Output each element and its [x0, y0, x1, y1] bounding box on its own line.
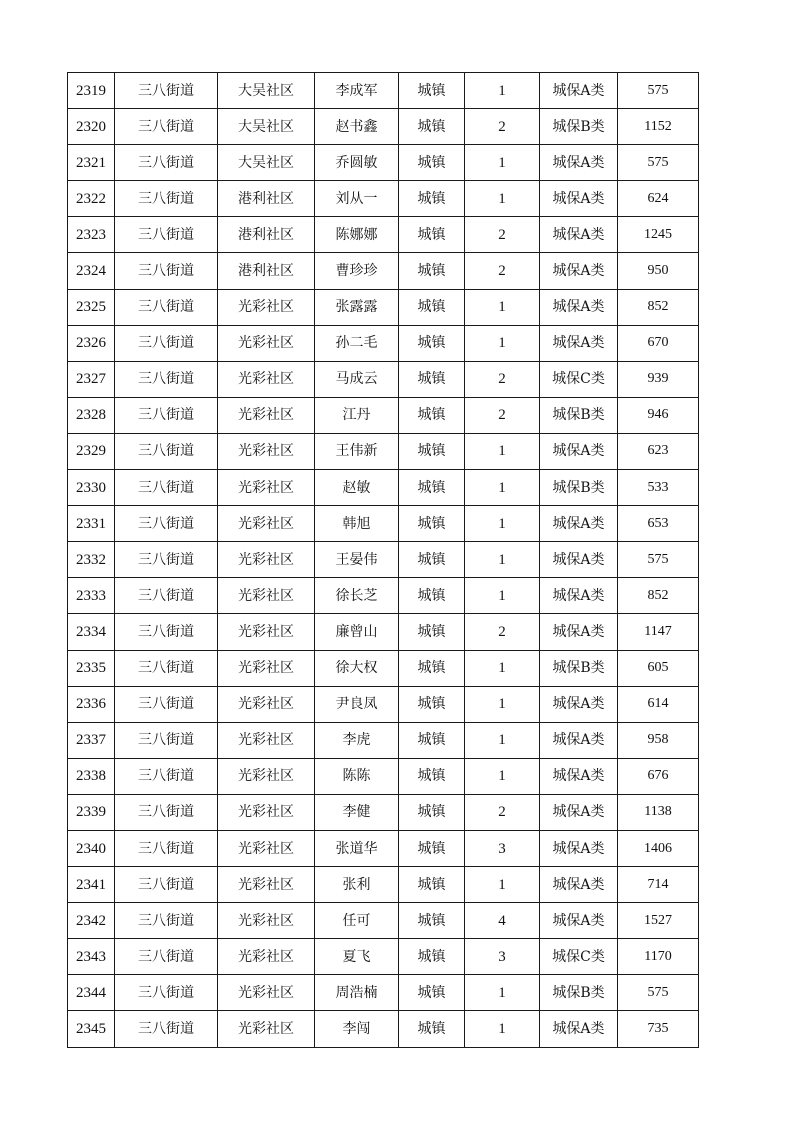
subdistrict-cell: 三八街道: [115, 433, 218, 469]
serial-number-cell: 2329: [68, 433, 115, 469]
household-type-cell: 城镇: [399, 867, 465, 903]
name-cell: 张露露: [315, 289, 399, 325]
table-row: [68, 109, 699, 145]
insurance-category-cell: 城保A类: [540, 217, 618, 253]
name-cell: 陈娜娜: [315, 217, 399, 253]
table-row: [68, 361, 699, 397]
name-cell: 廉曾山: [315, 614, 399, 650]
name-cell: 李成军: [315, 73, 399, 109]
table-row: [68, 217, 699, 253]
name-cell: 徐长芝: [315, 578, 399, 614]
amount-cell: 670: [618, 325, 699, 361]
table-row: [68, 253, 699, 289]
community-cell: 港利社区: [218, 253, 315, 289]
subdistrict-cell: 三八街道: [115, 1011, 218, 1047]
insurance-category-cell: 城保A类: [540, 1011, 618, 1047]
household-size-cell: 1: [465, 867, 540, 903]
amount-cell: 852: [618, 578, 699, 614]
table-row: [68, 397, 699, 433]
subdistrict-cell: 三八街道: [115, 867, 218, 903]
amount-cell: 1138: [618, 794, 699, 830]
household-type-cell: 城镇: [399, 506, 465, 542]
subdistrict-cell: 三八街道: [115, 253, 218, 289]
serial-number-cell: 2331: [68, 506, 115, 542]
amount-cell: 735: [618, 1011, 699, 1047]
amount-cell: 1170: [618, 939, 699, 975]
insurance-category-cell: 城保A类: [540, 433, 618, 469]
amount-cell: 533: [618, 470, 699, 506]
serial-number-cell: 2319: [68, 73, 115, 109]
household-size-cell: 1: [465, 722, 540, 758]
insurance-category-cell: 城保A类: [540, 903, 618, 939]
serial-number-cell: 2326: [68, 325, 115, 361]
table-row: [68, 145, 699, 181]
serial-number-cell: 2333: [68, 578, 115, 614]
name-cell: 李虎: [315, 722, 399, 758]
name-cell: 马成云: [315, 361, 399, 397]
household-type-cell: 城镇: [399, 975, 465, 1011]
community-cell: 光彩社区: [218, 867, 315, 903]
subdistrict-cell: 三八街道: [115, 217, 218, 253]
subdistrict-cell: 三八街道: [115, 686, 218, 722]
subdistrict-cell: 三八街道: [115, 614, 218, 650]
table-row: [68, 73, 699, 109]
insurance-category-cell: 城保B类: [540, 650, 618, 686]
amount-cell: 605: [618, 650, 699, 686]
name-cell: 乔圆敏: [315, 145, 399, 181]
insurance-category-cell: 城保B类: [540, 397, 618, 433]
name-cell: 王晏伟: [315, 542, 399, 578]
amount-cell: 575: [618, 145, 699, 181]
amount-cell: 653: [618, 506, 699, 542]
serial-number-cell: 2334: [68, 614, 115, 650]
household-size-cell: 1: [465, 686, 540, 722]
community-cell: 光彩社区: [218, 830, 315, 866]
serial-number-cell: 2337: [68, 722, 115, 758]
subdistrict-cell: 三八街道: [115, 830, 218, 866]
name-cell: 孙二毛: [315, 325, 399, 361]
insurance-category-cell: 城保B类: [540, 470, 618, 506]
subdistrict-cell: 三八街道: [115, 470, 218, 506]
name-cell: 李健: [315, 794, 399, 830]
household-type-cell: 城镇: [399, 939, 465, 975]
subdistrict-cell: 三八街道: [115, 397, 218, 433]
insurance-category-cell: 城保A类: [540, 794, 618, 830]
insurance-category-cell: 城保A类: [540, 145, 618, 181]
serial-number-cell: 2327: [68, 361, 115, 397]
insurance-category-cell: 城保A类: [540, 73, 618, 109]
community-cell: 大吴社区: [218, 73, 315, 109]
household-size-cell: 1: [465, 181, 540, 217]
insurance-category-cell: 城保A类: [540, 578, 618, 614]
table-row: [68, 1011, 699, 1047]
amount-cell: 624: [618, 181, 699, 217]
amount-cell: 1147: [618, 614, 699, 650]
table-row: [68, 325, 699, 361]
table-row: [68, 289, 699, 325]
name-cell: 刘从一: [315, 181, 399, 217]
serial-number-cell: 2335: [68, 650, 115, 686]
amount-cell: 575: [618, 975, 699, 1011]
amount-cell: 958: [618, 722, 699, 758]
household-size-cell: 1: [465, 289, 540, 325]
table-row: [68, 867, 699, 903]
subdistrict-cell: 三八街道: [115, 73, 218, 109]
serial-number-cell: 2340: [68, 830, 115, 866]
subdistrict-cell: 三八街道: [115, 975, 218, 1011]
insurance-category-cell: 城保A类: [540, 830, 618, 866]
household-type-cell: 城镇: [399, 903, 465, 939]
insurance-category-cell: 城保A类: [540, 758, 618, 794]
amount-cell: 1527: [618, 903, 699, 939]
name-cell: 李闯: [315, 1011, 399, 1047]
community-cell: 光彩社区: [218, 975, 315, 1011]
serial-number-cell: 2343: [68, 939, 115, 975]
household-type-cell: 城镇: [399, 325, 465, 361]
community-cell: 光彩社区: [218, 939, 315, 975]
community-cell: 光彩社区: [218, 722, 315, 758]
name-cell: 张道华: [315, 830, 399, 866]
name-cell: 尹良凤: [315, 686, 399, 722]
household-size-cell: 4: [465, 903, 540, 939]
community-cell: 光彩社区: [218, 289, 315, 325]
table-row: [68, 975, 699, 1011]
insurance-category-cell: 城保B类: [540, 109, 618, 145]
table-row: [68, 578, 699, 614]
community-cell: 光彩社区: [218, 542, 315, 578]
community-cell: 大吴社区: [218, 145, 315, 181]
household-type-cell: 城镇: [399, 830, 465, 866]
household-type-cell: 城镇: [399, 397, 465, 433]
subdistrict-cell: 三八街道: [115, 722, 218, 758]
household-size-cell: 1: [465, 145, 540, 181]
insurance-category-cell: 城保A类: [540, 614, 618, 650]
serial-number-cell: 2322: [68, 181, 115, 217]
community-cell: 光彩社区: [218, 758, 315, 794]
household-size-cell: 1: [465, 506, 540, 542]
table-row: [68, 506, 699, 542]
household-type-cell: 城镇: [399, 109, 465, 145]
table-body: [68, 73, 699, 1048]
household-size-cell: 1: [465, 975, 540, 1011]
amount-cell: 939: [618, 361, 699, 397]
household-type-cell: 城镇: [399, 758, 465, 794]
subdistrict-cell: 三八街道: [115, 181, 218, 217]
household-size-cell: 2: [465, 253, 540, 289]
assistance-roster-table: [67, 72, 699, 1048]
amount-cell: 1406: [618, 830, 699, 866]
table-row: [68, 650, 699, 686]
household-type-cell: 城镇: [399, 145, 465, 181]
community-cell: 光彩社区: [218, 1011, 315, 1047]
table-row: [68, 470, 699, 506]
household-type-cell: 城镇: [399, 1011, 465, 1047]
name-cell: 夏飞: [315, 939, 399, 975]
amount-cell: 1152: [618, 109, 699, 145]
name-cell: 陈陈: [315, 758, 399, 794]
subdistrict-cell: 三八街道: [115, 361, 218, 397]
serial-number-cell: 2341: [68, 867, 115, 903]
serial-number-cell: 2342: [68, 903, 115, 939]
household-type-cell: 城镇: [399, 470, 465, 506]
amount-cell: 614: [618, 686, 699, 722]
community-cell: 光彩社区: [218, 325, 315, 361]
household-size-cell: 2: [465, 397, 540, 433]
name-cell: 曹珍珍: [315, 253, 399, 289]
insurance-category-cell: 城保A类: [540, 867, 618, 903]
amount-cell: 623: [618, 433, 699, 469]
household-type-cell: 城镇: [399, 542, 465, 578]
serial-number-cell: 2336: [68, 686, 115, 722]
community-cell: 光彩社区: [218, 397, 315, 433]
subdistrict-cell: 三八街道: [115, 758, 218, 794]
amount-cell: 950: [618, 253, 699, 289]
household-size-cell: 2: [465, 361, 540, 397]
community-cell: 光彩社区: [218, 578, 315, 614]
table-row: [68, 433, 699, 469]
subdistrict-cell: 三八街道: [115, 542, 218, 578]
serial-number-cell: 2323: [68, 217, 115, 253]
table-row: [68, 181, 699, 217]
serial-number-cell: 2338: [68, 758, 115, 794]
name-cell: 赵敏: [315, 470, 399, 506]
amount-cell: 852: [618, 289, 699, 325]
name-cell: 韩旭: [315, 506, 399, 542]
subdistrict-cell: 三八街道: [115, 145, 218, 181]
name-cell: 赵书鑫: [315, 109, 399, 145]
serial-number-cell: 2328: [68, 397, 115, 433]
table-row: [68, 722, 699, 758]
serial-number-cell: 2332: [68, 542, 115, 578]
insurance-category-cell: 城保C类: [540, 939, 618, 975]
table-row: [68, 939, 699, 975]
table-row: [68, 614, 699, 650]
insurance-category-cell: 城保A类: [540, 181, 618, 217]
household-size-cell: 1: [465, 578, 540, 614]
household-size-cell: 1: [465, 1011, 540, 1047]
household-size-cell: 1: [465, 650, 540, 686]
community-cell: 光彩社区: [218, 506, 315, 542]
household-size-cell: 1: [465, 470, 540, 506]
household-type-cell: 城镇: [399, 794, 465, 830]
household-type-cell: 城镇: [399, 361, 465, 397]
table-row: [68, 794, 699, 830]
household-size-cell: 2: [465, 614, 540, 650]
subdistrict-cell: 三八街道: [115, 903, 218, 939]
insurance-category-cell: 城保A类: [540, 289, 618, 325]
amount-cell: 676: [618, 758, 699, 794]
serial-number-cell: 2325: [68, 289, 115, 325]
household-size-cell: 3: [465, 939, 540, 975]
household-size-cell: 2: [465, 109, 540, 145]
table-row: [68, 903, 699, 939]
household-size-cell: 1: [465, 73, 540, 109]
subdistrict-cell: 三八街道: [115, 109, 218, 145]
household-type-cell: 城镇: [399, 181, 465, 217]
community-cell: 光彩社区: [218, 614, 315, 650]
household-type-cell: 城镇: [399, 217, 465, 253]
community-cell: 大吴社区: [218, 109, 315, 145]
amount-cell: 575: [618, 73, 699, 109]
table-row: [68, 758, 699, 794]
subdistrict-cell: 三八街道: [115, 289, 218, 325]
household-size-cell: 1: [465, 433, 540, 469]
community-cell: 光彩社区: [218, 361, 315, 397]
table-row: [68, 830, 699, 866]
household-size-cell: 2: [465, 794, 540, 830]
serial-number-cell: 2339: [68, 794, 115, 830]
insurance-category-cell: 城保A类: [540, 722, 618, 758]
amount-cell: 1245: [618, 217, 699, 253]
name-cell: 张利: [315, 867, 399, 903]
serial-number-cell: 2330: [68, 470, 115, 506]
subdistrict-cell: 三八街道: [115, 794, 218, 830]
insurance-category-cell: 城保C类: [540, 361, 618, 397]
household-type-cell: 城镇: [399, 614, 465, 650]
community-cell: 港利社区: [218, 217, 315, 253]
serial-number-cell: 2321: [68, 145, 115, 181]
insurance-category-cell: 城保A类: [540, 542, 618, 578]
insurance-category-cell: 城保A类: [540, 686, 618, 722]
household-type-cell: 城镇: [399, 289, 465, 325]
community-cell: 光彩社区: [218, 686, 315, 722]
household-size-cell: 1: [465, 325, 540, 361]
household-type-cell: 城镇: [399, 433, 465, 469]
household-type-cell: 城镇: [399, 73, 465, 109]
name-cell: 江丹: [315, 397, 399, 433]
name-cell: 徐大权: [315, 650, 399, 686]
community-cell: 港利社区: [218, 181, 315, 217]
subdistrict-cell: 三八街道: [115, 578, 218, 614]
amount-cell: 575: [618, 542, 699, 578]
household-type-cell: 城镇: [399, 686, 465, 722]
household-type-cell: 城镇: [399, 578, 465, 614]
community-cell: 光彩社区: [218, 470, 315, 506]
community-cell: 光彩社区: [218, 794, 315, 830]
name-cell: 王伟新: [315, 433, 399, 469]
subdistrict-cell: 三八街道: [115, 506, 218, 542]
household-size-cell: 1: [465, 758, 540, 794]
name-cell: 任可: [315, 903, 399, 939]
serial-number-cell: 2345: [68, 1011, 115, 1047]
household-type-cell: 城镇: [399, 650, 465, 686]
household-type-cell: 城镇: [399, 722, 465, 758]
community-cell: 光彩社区: [218, 650, 315, 686]
household-type-cell: 城镇: [399, 253, 465, 289]
community-cell: 光彩社区: [218, 903, 315, 939]
amount-cell: 946: [618, 397, 699, 433]
insurance-category-cell: 城保A类: [540, 506, 618, 542]
amount-cell: 714: [618, 867, 699, 903]
community-cell: 光彩社区: [218, 433, 315, 469]
serial-number-cell: 2324: [68, 253, 115, 289]
household-size-cell: 2: [465, 217, 540, 253]
household-size-cell: 1: [465, 542, 540, 578]
subdistrict-cell: 三八街道: [115, 650, 218, 686]
household-size-cell: 3: [465, 830, 540, 866]
insurance-category-cell: 城保B类: [540, 975, 618, 1011]
table-row: [68, 542, 699, 578]
subdistrict-cell: 三八街道: [115, 939, 218, 975]
name-cell: 周浩楠: [315, 975, 399, 1011]
serial-number-cell: 2344: [68, 975, 115, 1011]
insurance-category-cell: 城保A类: [540, 325, 618, 361]
table-row: [68, 686, 699, 722]
serial-number-cell: 2320: [68, 109, 115, 145]
insurance-category-cell: 城保A类: [540, 253, 618, 289]
subdistrict-cell: 三八街道: [115, 325, 218, 361]
